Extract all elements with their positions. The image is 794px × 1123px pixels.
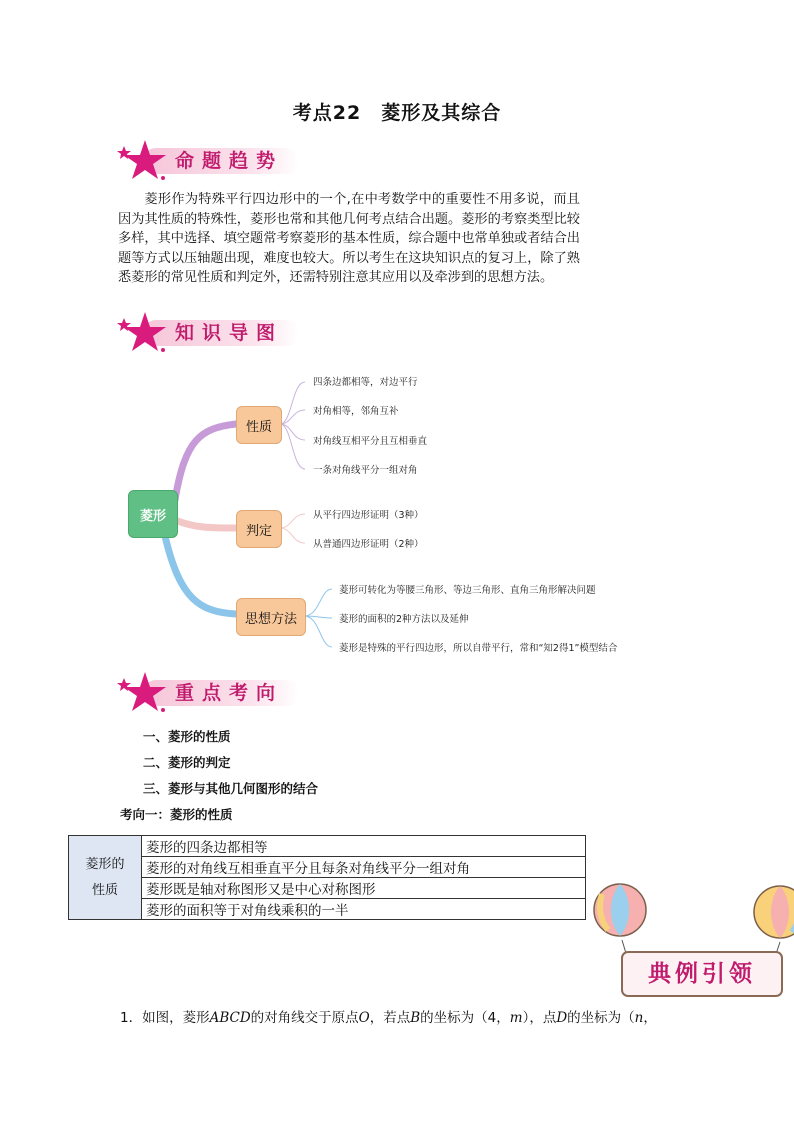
focus-item-1: 一、菱形的性质 bbox=[143, 729, 231, 744]
question-text-2: 的对角线交于原点 bbox=[250, 1010, 359, 1026]
question-text-4: 的坐标为（4， bbox=[420, 1010, 510, 1026]
question-text-7: ， bbox=[643, 1010, 657, 1026]
property-table-head-line2: 性质 bbox=[91, 882, 118, 898]
section-title-focus: 重点考向 bbox=[175, 682, 284, 704]
focus-item-2: 二、菱形的判定 bbox=[143, 755, 231, 770]
property-table-head-line1: 菱形的 bbox=[85, 856, 125, 872]
property-row-3: 菱形既是轴对称图形又是中心对称图形 bbox=[142, 878, 586, 899]
question-text-3: ，若点 bbox=[369, 1010, 411, 1026]
leaf-criteria-2: 从普通四边形证明（2种） bbox=[313, 539, 424, 550]
example-banner bbox=[592, 880, 794, 1000]
property-table-head bbox=[69, 836, 142, 920]
leaf-property-3: 对角线互相平分且互相垂直 bbox=[313, 436, 428, 447]
leaf-method-2: 菱形的面积的2种方法以及延伸 bbox=[339, 614, 469, 625]
leaf-property-4: 一条对角线平分一组对角 bbox=[313, 465, 418, 476]
question-text-1: 如图，菱形 bbox=[142, 1010, 210, 1026]
branch-methods: 思想方法 bbox=[236, 598, 306, 636]
var-n: n bbox=[634, 1010, 644, 1026]
section-banner-focus bbox=[115, 670, 305, 716]
section-title-trend: 命题趋势 bbox=[175, 150, 284, 172]
property-table bbox=[68, 835, 586, 920]
branch-criteria: 判定 bbox=[236, 510, 282, 548]
question-text-6: 的坐标为（ bbox=[567, 1010, 635, 1026]
leaf-property-2: 对角相等，邻角互补 bbox=[313, 406, 399, 417]
section-title-mindmap: 知识导图 bbox=[175, 322, 284, 344]
page-title: 考点22 菱形及其综合 bbox=[292, 102, 502, 124]
question-number: 1． bbox=[120, 1010, 143, 1026]
leaf-criteria-1: 从平行四边形证明（3种） bbox=[313, 510, 424, 521]
var-m: m bbox=[509, 1010, 523, 1026]
var-d: D bbox=[556, 1010, 568, 1026]
mind-map-root: 菱形 bbox=[128, 490, 178, 538]
focus-item-3: 三、菱形与其他几何图形的结合 bbox=[143, 781, 319, 796]
star-icon bbox=[115, 670, 175, 716]
leaf-method-1: 菱形可转化为等腰三角形、等边三角形、直角三角形解决问题 bbox=[339, 585, 596, 596]
var-o: O bbox=[358, 1010, 370, 1026]
var-b: B bbox=[410, 1010, 421, 1026]
example-banner-title: 典例引领 bbox=[648, 960, 756, 987]
branch-properties: 性质 bbox=[236, 406, 282, 444]
property-row-4: 菱形的面积等于对角线乘积的一半 bbox=[142, 899, 586, 920]
intro-paragraph: 菱形作为特殊平行四边形中的一个,在中考数学中的重要性不用多说，而且因为其性质的特殊性，菱形也常和其他几何考点结合出题。菱形的考察类型比较多样，其中选择、填空题常考察菱形的基本性质，综合题中也常单独或者结合出题等方式以压轴题出现，难度也较大。所以考生在这块知识点的复习上，除了熟悉菱形的常见性质和判定外，还需特别注意其应用以及牵涉到的思想方法。 bbox=[118, 192, 580, 286]
property-row-1: 菱形的四条边都相等 bbox=[142, 836, 586, 857]
question-text-5: ），点 bbox=[522, 1010, 557, 1026]
leaf-property-1: 四条边都相等，对边平行 bbox=[313, 377, 418, 388]
question-1 bbox=[120, 1006, 657, 1026]
property-row-2: 菱形的对角线互相垂直平分且每条对角线平分一组对角 bbox=[142, 857, 586, 878]
var-abcd: ABCD bbox=[209, 1010, 251, 1026]
subheading-property: 考向一：菱形的性质 bbox=[120, 807, 233, 822]
leaf-method-3: 菱形是特殊的平行四边形，所以自带平行，常和“知2得1”模型结合 bbox=[339, 643, 618, 654]
